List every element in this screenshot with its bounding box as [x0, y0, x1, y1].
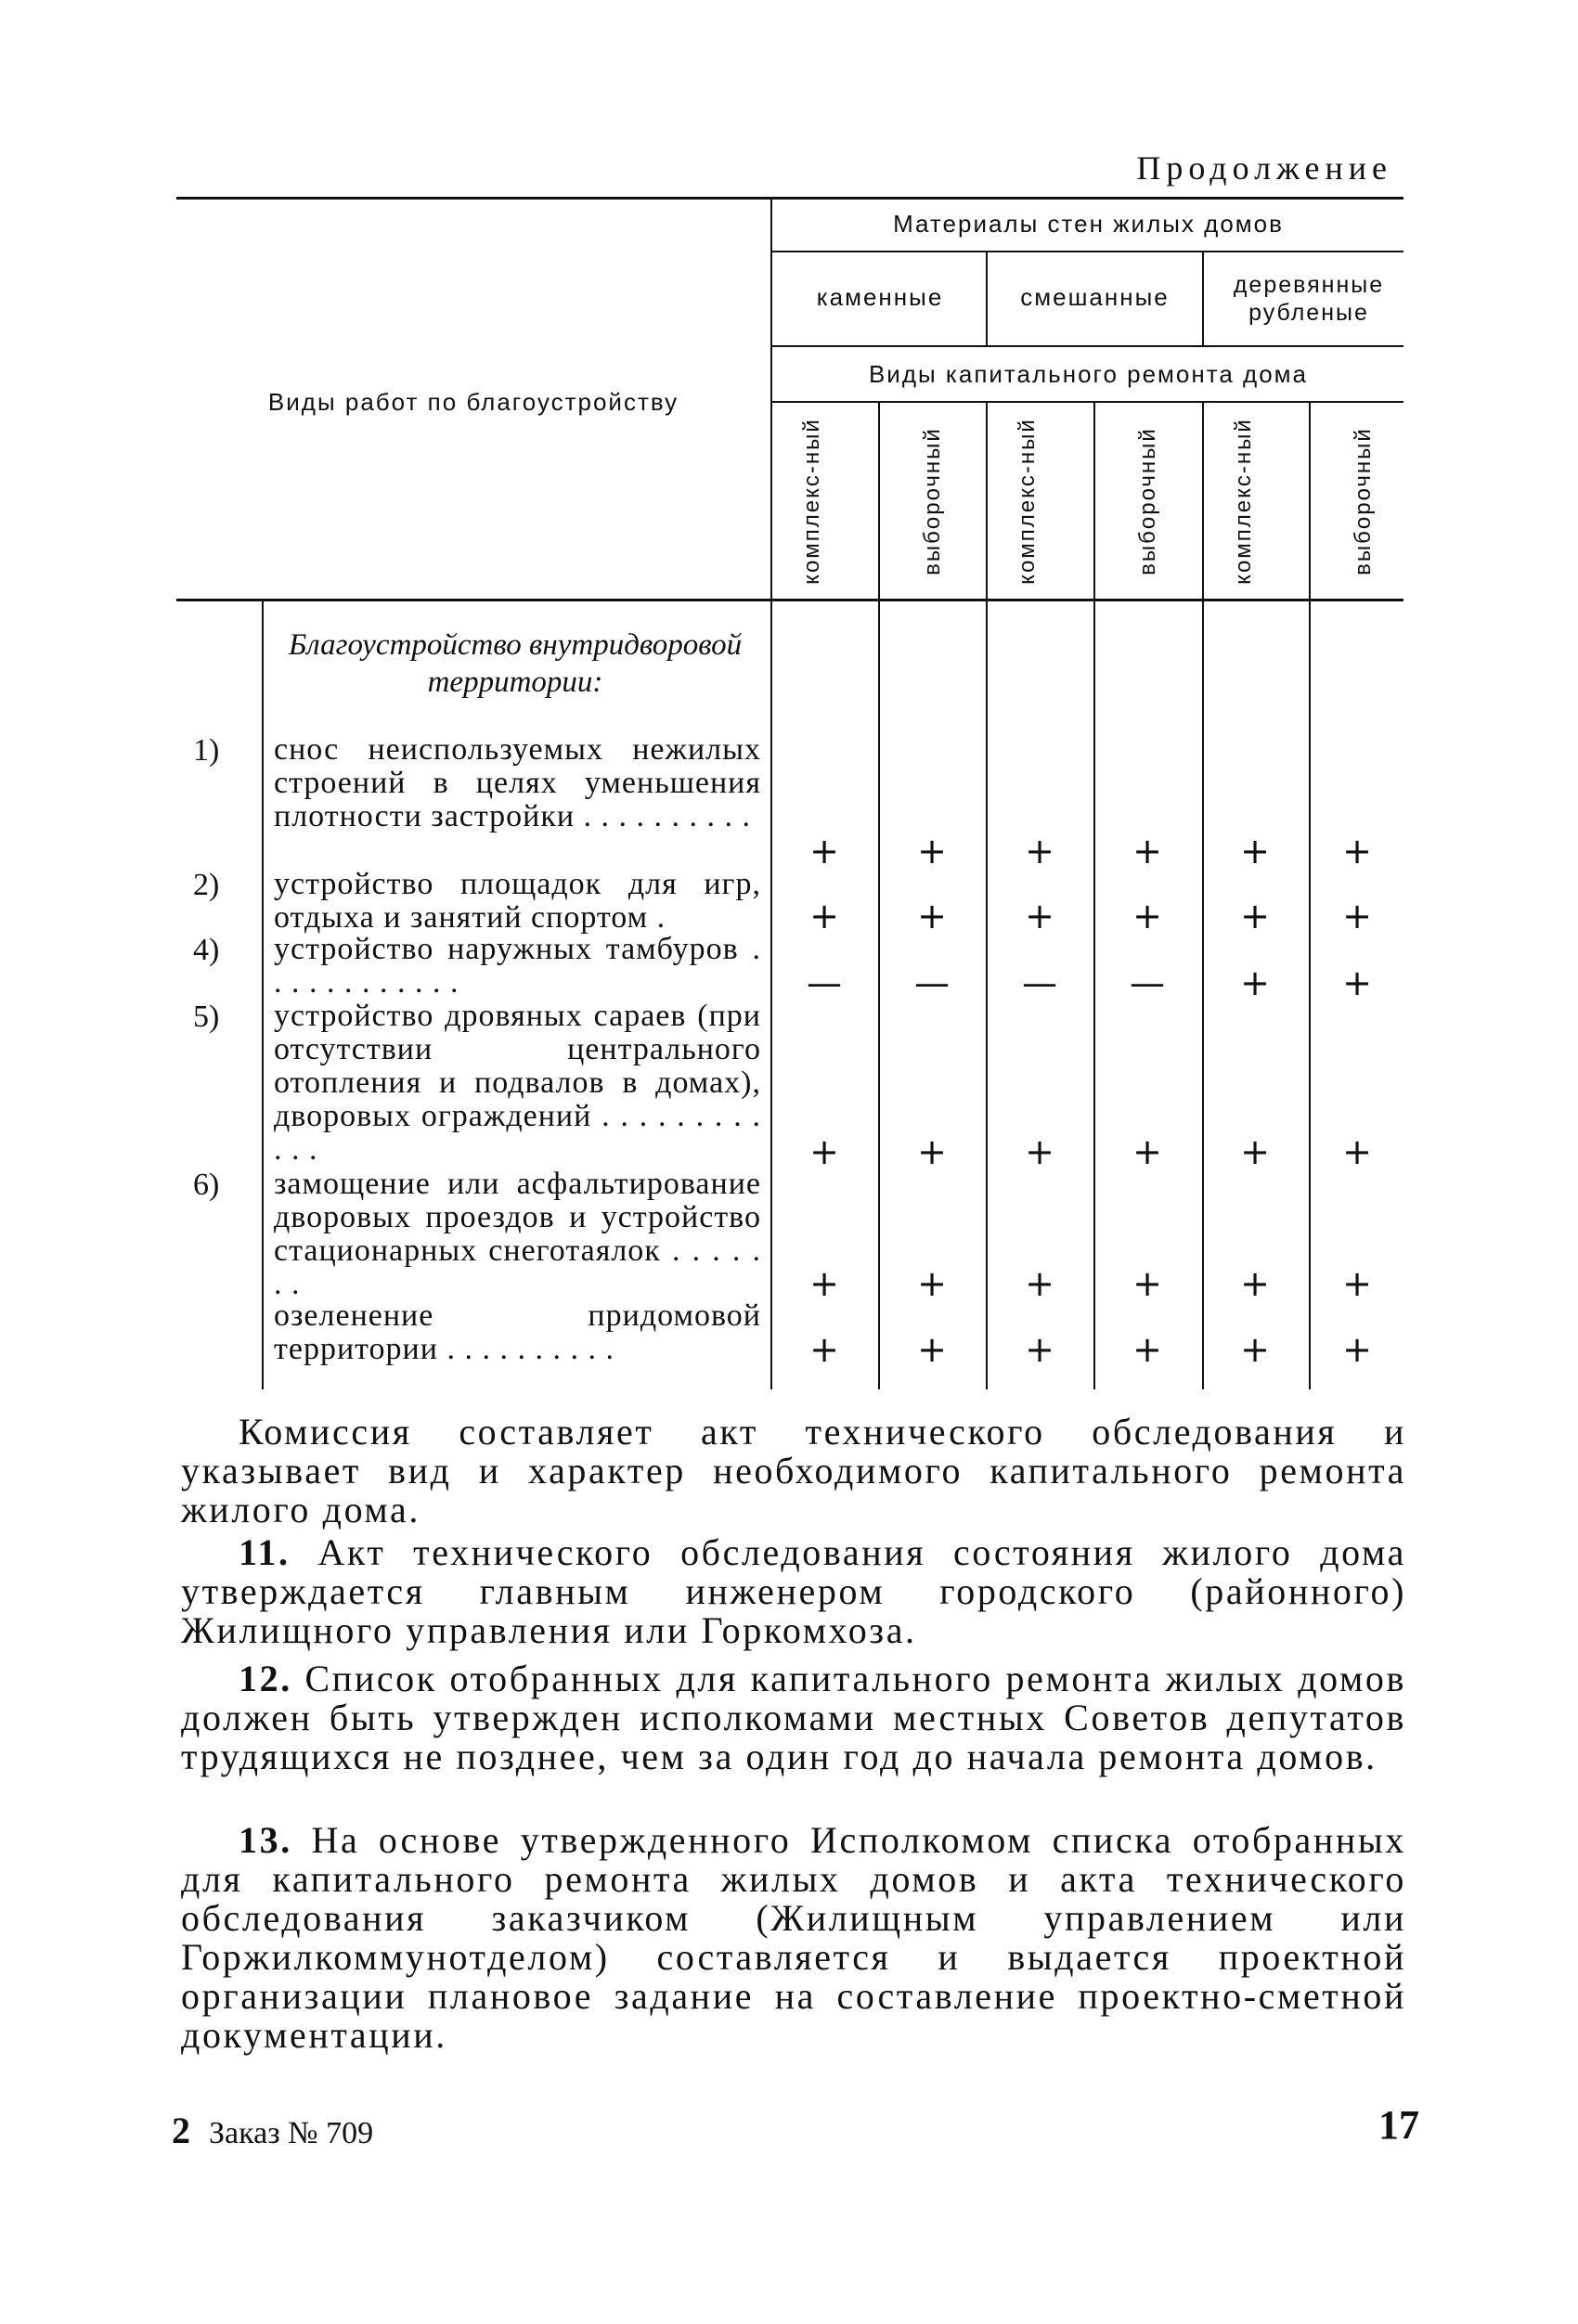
paragraph-number: 12. [239, 1658, 292, 1699]
table-mark-cell: + [1342, 1263, 1372, 1304]
repair-header: Виды капитального ремонта дома [868, 360, 1309, 388]
col-divider-5 [1309, 403, 1311, 1389]
materials-rule [770, 251, 1403, 252]
materials-header: Материалы стен жилых домов [893, 210, 1284, 238]
paragraph-text: На основе утвержденного Исполкомом списка отобранных для капитального ремонта жилых домов и акта технического обследования заказчиком (Жилищным управлением или Горжилкоммунотделом) составляется и выдается проектной организации плановое задание на составление проектно-сметной документации. [181, 1819, 1406, 2056]
table-mark-cell: + [1025, 896, 1054, 936]
table-mark-cell: + [1240, 1131, 1270, 1172]
repair-type-4: выборочный [1135, 427, 1160, 575]
stub-header: Виды работ по благоустройству [267, 388, 679, 416]
paragraph-11 [181, 1533, 1406, 1650]
repair-type-2: выборочный [920, 427, 945, 575]
table-mark-cell: + [1240, 896, 1270, 936]
table-mark-cell: + [1025, 831, 1054, 872]
row-number: 6) [193, 1168, 220, 1202]
table-top-rule [176, 197, 1403, 200]
col-divider-2 [986, 403, 988, 1389]
table-mark-cell: + [1132, 1131, 1162, 1172]
repair-type-3: комплекс-ный [1015, 418, 1040, 585]
paragraph-number: 13. [239, 1819, 292, 1861]
table-mark-cell: + [1342, 962, 1372, 1003]
table-mark-cell: + [917, 1329, 947, 1370]
table-mark-cell: + [809, 896, 839, 936]
table-mark-cell: + [917, 1263, 947, 1304]
paragraph-text: Список отобранных для капитального ремонта жилых домов должен быть утвержден исполкомами местных Советов депутатов трудящихся не позднее, чем за один год до начала ремонта домов. [181, 1658, 1406, 1777]
repair-type-5: комплекс-ный [1231, 418, 1256, 585]
table-mark-cell: + [1240, 1263, 1270, 1304]
material-mixed: смешанные [1020, 283, 1170, 311]
table-mark-cell: — [914, 962, 950, 1003]
row-text: снос неиспользуемых нежилых строений в целях уменьшения плотности застройки . . . . . . . . . . [274, 732, 761, 833]
order-number: Заказ № 709 [209, 2116, 374, 2150]
material-wooden: деревянные рубленые [1233, 272, 1385, 326]
repair-type-6: выборочный [1351, 427, 1376, 575]
footer-order [172, 2109, 373, 2152]
col-divider-3 [1093, 403, 1095, 1389]
table-mark-cell: — [1022, 962, 1057, 1003]
table-mark-cell: + [1132, 831, 1162, 872]
stub-divider [770, 197, 772, 1389]
paragraph-number: 11. [239, 1531, 291, 1573]
table-mark-cell: + [1342, 1329, 1372, 1370]
row-number: 2) [193, 868, 220, 902]
material-divider-2 [1202, 252, 1204, 345]
table-mark-cell: + [1240, 831, 1270, 872]
continuation-label: Продолжение [1136, 149, 1392, 187]
page-number: 17 [1378, 2102, 1419, 2148]
signature-number: 2 [172, 2110, 190, 2151]
table-mark-cell: + [1132, 1329, 1162, 1370]
repair-top-rule [770, 345, 1403, 347]
header-bottom-rule [176, 599, 1403, 601]
table-mark-cell: + [1132, 1263, 1162, 1304]
row-text: устройство наружных тамбуров . . . . . . . . . . . . [274, 932, 761, 1000]
table-mark-cell: + [917, 896, 947, 936]
paragraph-13 [181, 1821, 1406, 2055]
row-text: озеленение придомовой территории . . . . . . . . . . [274, 1298, 761, 1366]
num-divider [262, 601, 264, 1389]
row-text: замощение или асфальтирование дворовых проездов и устройство стационарных снеготаялок . . . . . . . [274, 1167, 761, 1301]
row-number: 1) [193, 733, 220, 768]
table-mark-cell: + [1342, 831, 1372, 872]
repair-type-1: комплекс-ный [799, 418, 824, 585]
table-mark-cell: + [809, 1329, 839, 1370]
paragraph-text: Акт технического обследования состояния жилого дома утверждается главным инженером городского (районного) Жилищного управления или Горкомхоза. [181, 1531, 1406, 1651]
table-mark-cell: + [917, 1131, 947, 1172]
section-title: Благоустройство внутридворовой территории: [288, 628, 743, 699]
material-stone: каменные [816, 283, 944, 311]
col-divider-4 [1202, 403, 1204, 1389]
table-mark-cell: + [1240, 1329, 1270, 1370]
paragraph-commission [181, 1413, 1406, 1530]
row-text: устройство дровяных сараев (при отсутствии центрального отопления и подвалов в домах), дворовых ограждений . . . . . . . . . . . . [274, 999, 761, 1167]
table-mark-cell: + [1132, 896, 1162, 936]
table-mark-cell: + [1240, 962, 1270, 1003]
table-mark-cell: + [809, 831, 839, 872]
row-number: 4) [193, 933, 220, 967]
table-mark-cell: + [809, 1131, 839, 1172]
paragraph-text: Комиссия составляет акт технического обследования и указывает вид и характер необходимого капитального ремонта жилого дома. [181, 1411, 1406, 1530]
table-mark-cell: + [1025, 1329, 1054, 1370]
table-mark-cell: + [1025, 1263, 1054, 1304]
table-mark-cell: — [807, 962, 842, 1003]
paragraph-12 [181, 1659, 1406, 1776]
row-text: устройство площадок для игр, отдыха и занятий спортом . [274, 867, 761, 935]
row-number: 5) [193, 1000, 220, 1034]
table-mark-cell: + [917, 831, 947, 872]
table-mark-cell: + [1342, 1131, 1372, 1172]
col-divider-1 [878, 403, 880, 1389]
table-mark-cell: + [1025, 1131, 1054, 1172]
table-mark-cell: + [1342, 896, 1372, 936]
table-mark-cell: + [809, 1263, 839, 1304]
table-mark-cell: — [1130, 962, 1165, 1003]
